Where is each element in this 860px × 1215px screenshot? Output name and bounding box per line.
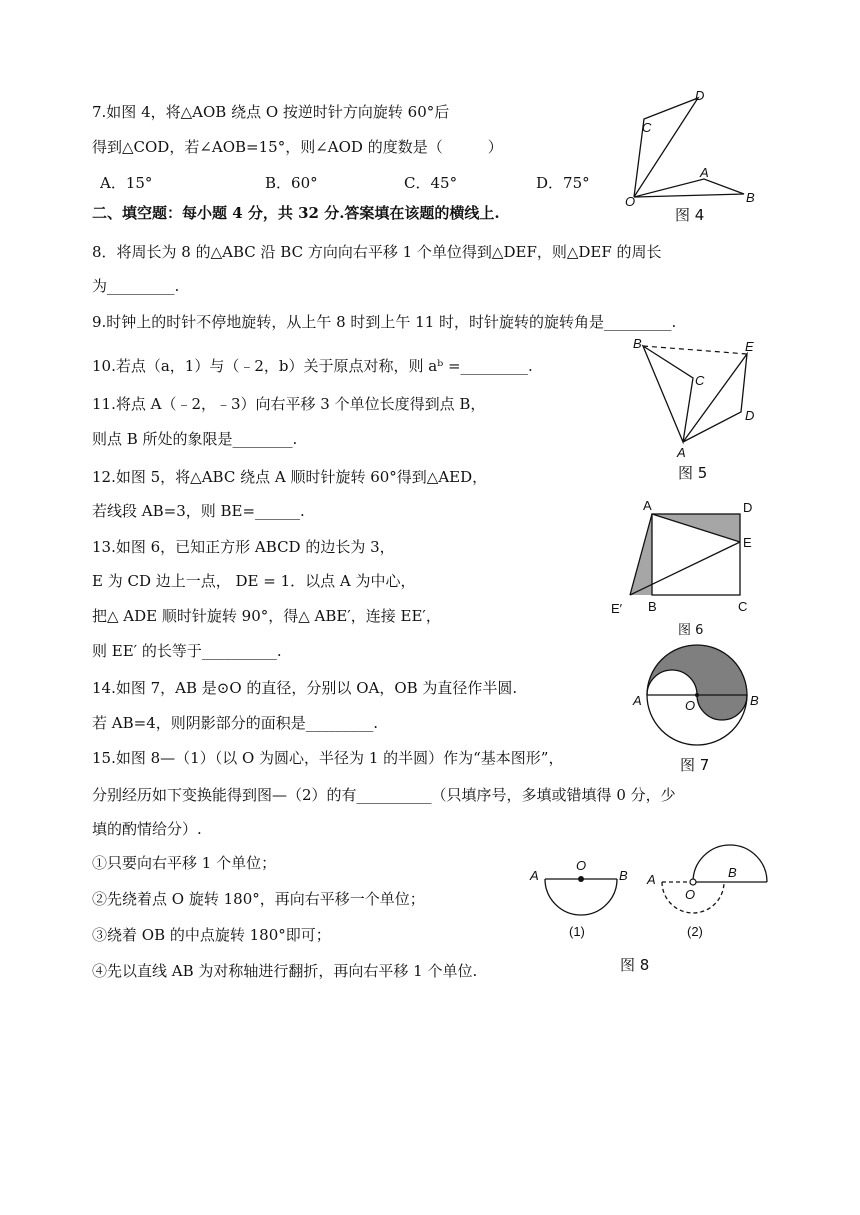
fig5-label-a: A — [677, 445, 686, 460]
q13-line1: 13.如图 6，已知正方形 ABCD 的边长为 3， — [92, 538, 395, 556]
q13-line4: 则 EE′ 的长等于__________. — [92, 642, 282, 660]
q15-option3: ③绕着 OB 的中点旋转 180°即可； — [92, 926, 331, 944]
q7-option-c: C．45° — [404, 174, 458, 192]
figure-5-diagram — [625, 335, 765, 465]
dashed-be — [643, 346, 747, 354]
figure-4-diagram — [620, 80, 760, 220]
fig4-label-a: A — [700, 165, 709, 180]
figure-6-caption: 图 6 — [678, 623, 704, 638]
base-semicircle — [545, 879, 617, 915]
fig8-sub-label-1: (1) — [569, 924, 585, 939]
fig6-label-b: B — [648, 599, 657, 614]
fig7-label-o: O — [685, 698, 696, 713]
fig6-label-d: D — [743, 500, 753, 515]
q9-text: 9.时钟上的时针不停地旋转，从上午 8 时到上午 11 时，时针旋转的旋转角是_________. — [92, 313, 677, 331]
figure-5-caption: 图 5 — [678, 464, 708, 482]
fig4-label-c: C — [642, 120, 652, 135]
q13-line2: E 为 CD 边上一点， DE = 1．以点 A 为中心， — [92, 572, 416, 590]
q7-option-a: A．15° — [100, 174, 153, 192]
fig4-label-b: B — [746, 190, 755, 205]
fig5-label-b: B — [633, 336, 642, 351]
q7-line1: 7.如图 4，将△AOB 绕点 O 按逆时针方向旋转 60°后 — [92, 103, 450, 121]
fig5-label-e: E — [745, 339, 754, 354]
fig8-label-b2: B — [728, 865, 737, 880]
triangle-aob — [634, 179, 744, 197]
q11-line2: 则点 B 所处的象限是________. — [92, 430, 298, 448]
fig4-label-o: O — [625, 194, 636, 209]
fig6-label-e: E — [743, 535, 752, 550]
triangle-aed — [683, 354, 747, 442]
fig7-label-a: A — [633, 693, 642, 708]
fig8-sub-label-2: (2) — [687, 924, 703, 939]
q8-line2: 为_________. — [92, 277, 180, 295]
q10-text: 10.若点（a，1）与（﹣2，b）关于原点对称，则 aᵇ =_________. — [92, 357, 533, 375]
fig7-label-b: B — [750, 693, 759, 708]
q15-option2: ②先绕着点 O 旋转 180°，再向右平移一个单位； — [92, 890, 425, 908]
q15-line1: 15.如图 8—（1）（以 O 为圆心，半径为 1 的半圆）作为“基本图形”， — [92, 749, 564, 767]
fig8-label-o: O — [576, 858, 587, 873]
figure-7-diagram — [625, 640, 775, 760]
figure-8-caption: 图 8 — [620, 956, 650, 974]
q12-line2: 若线段 AB=3，则 BE=______. — [92, 502, 305, 520]
figure-7-caption: 图 7 — [680, 756, 710, 774]
q15-line2: 分别经历如下变换能得到图—（2）的有__________（只填序号，多填或错填得 0 分，少 — [92, 786, 676, 804]
fig5-label-d: D — [745, 408, 755, 423]
q12-line1: 12.如图 5，将△ABC 绕点 A 顺时针旋转 60°得到△AED， — [92, 468, 488, 486]
q14-line2: 若 AB=4，则阴影部分的面积是_________. — [92, 714, 379, 732]
q15-option4: ④先以直线 AB 为对称轴进行翻折，再向右平移 1 个单位. — [92, 962, 478, 980]
fig5-label-c: C — [695, 373, 705, 388]
figure-4-caption: 图 4 — [675, 206, 705, 224]
q8-line1: 8．将周长为 8 的△ABC 沿 BC 方向向右平移 1 个单位得到△DEF，则△DEF 的周长 — [92, 243, 662, 261]
section2-heading: 二、填空题：每小题 4 分，共 32 分.答案填在该题的横线上. — [92, 204, 500, 222]
fig8-label-o2: O — [685, 887, 696, 902]
fig6-label-a: A — [643, 498, 652, 513]
q15-line3: 填的酌情给分）. — [92, 820, 202, 838]
fig8-label-b: B — [619, 868, 628, 883]
fig8-label-a: A — [530, 868, 539, 883]
fig8-label-a2: A — [647, 872, 656, 887]
q13-line3: 把△ ADE 顺时针旋转 90°，得△ ABE′，连接 EE′， — [92, 607, 441, 625]
figure-6-diagram — [610, 495, 770, 625]
shaded-lower-small-semicircle — [697, 695, 747, 720]
fig6-label-c: C — [738, 599, 748, 614]
q7-option-b: B．60° — [265, 174, 318, 192]
q7-line2: 得到△COD，若∠AOB=15°，则∠AOD 的度数是（ ） — [92, 138, 503, 156]
q15-option1: ①只要向右平移 1 个单位； — [92, 854, 277, 872]
fig4-label-d: D — [695, 88, 705, 103]
q11-line1: 11.将点 A（﹣2，﹣3）向右平移 3 个单位长度得到点 B， — [92, 395, 486, 413]
q7-option-d: D．75° — [536, 174, 590, 192]
q14-line1: 14.如图 7，AB 是⊙O 的直径，分别以 OA，OB 为直径作半圆. — [92, 679, 518, 697]
figure-8-diagram — [525, 840, 775, 950]
triangle-cod — [634, 98, 698, 197]
point-o — [578, 876, 584, 882]
triangle-abc — [643, 346, 693, 442]
fig6-label-e-prime: E′ — [611, 601, 623, 616]
